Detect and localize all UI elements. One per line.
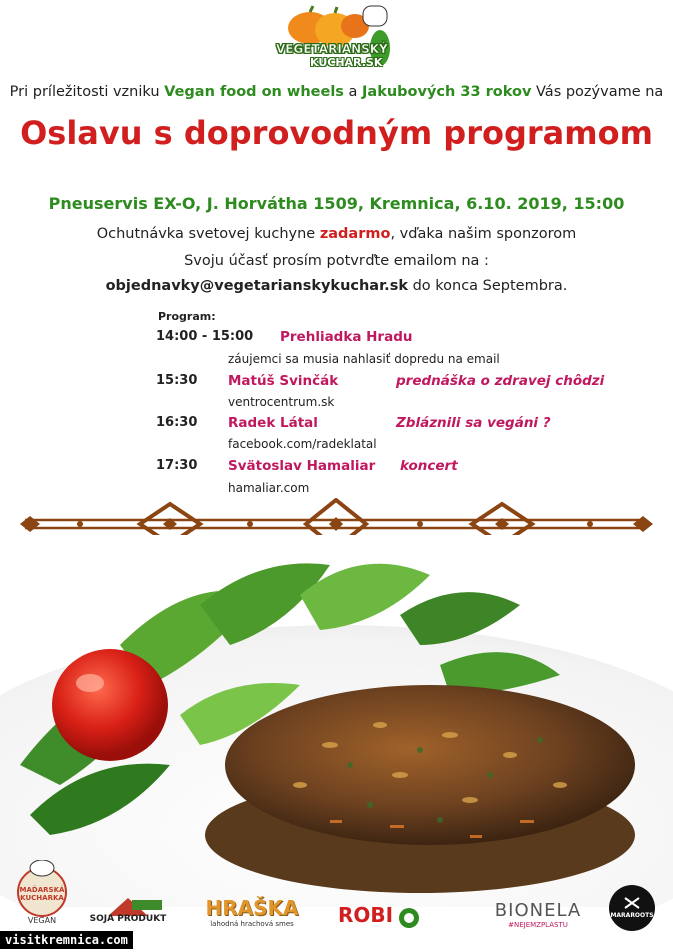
program-heading: Program: bbox=[158, 310, 216, 323]
intro-post: Vás pozývame na bbox=[536, 84, 664, 100]
sponsor-1-line1: MAĎARSKÁ bbox=[19, 886, 65, 894]
event-location: Pneuservis EX-O, J. Horvátha 1509, Kremnica, 6.10. 2019, 15:00 bbox=[48, 194, 625, 213]
tasting-highlight: zadarmo bbox=[319, 226, 391, 242]
sponsor-mararoots bbox=[608, 884, 656, 932]
sponsor-hraska bbox=[204, 896, 300, 928]
sponsor-soja-produkt bbox=[88, 892, 168, 928]
program-note: hamaliar.com bbox=[228, 481, 310, 495]
program-name: Matúš Svinčák bbox=[228, 373, 339, 389]
confirm-email: objednavky@vegetarianskykuchar.sk bbox=[105, 278, 408, 294]
logo-line2: KUCHAR.SK bbox=[310, 56, 383, 69]
site-logo bbox=[270, 2, 405, 72]
confirm-post: do konca Septembra. bbox=[412, 278, 568, 294]
page-title: Oslavu s doprovodným programom bbox=[20, 114, 653, 152]
program-desc: prednáška o zdravej chôdzi bbox=[396, 373, 605, 389]
sponsor-6-label: MARAROOTS bbox=[610, 912, 654, 919]
program-note: záujemci sa musia nahlasiť dopredu na email bbox=[228, 352, 500, 366]
sponsor-1-line2: KUCHARKA bbox=[20, 894, 64, 902]
robi-badge-icon bbox=[398, 907, 420, 929]
sponsor-2-label: SOJA PRODUKT bbox=[89, 914, 167, 924]
sponsor-5-main: BIONELA bbox=[494, 900, 582, 921]
sponsor-bionela bbox=[488, 900, 588, 929]
sponsor-3-main: HRAŠKA bbox=[205, 896, 299, 920]
program-time: 15:30 bbox=[156, 373, 198, 388]
food-photo bbox=[0, 535, 673, 907]
intro-line bbox=[0, 84, 673, 100]
intro-pre: Pri príležitosti vzniku bbox=[9, 84, 160, 100]
program-time: 17:30 bbox=[156, 458, 198, 473]
program-name: Prehliadka Hradu bbox=[280, 329, 413, 345]
program-desc: koncert bbox=[400, 458, 458, 474]
sponsor-4-label: ROBI bbox=[338, 903, 394, 927]
program-note: facebook.com/radeklatal bbox=[228, 437, 377, 451]
program-note: ventrocentrum.sk bbox=[228, 395, 335, 409]
sponsor-madarska-kucharka bbox=[14, 860, 70, 924]
sponsor-5-sub: #NEJEMZPLASTU bbox=[508, 921, 568, 929]
intro-event2: Jakubových 33 rokov bbox=[362, 84, 532, 100]
program-name: Radek Látal bbox=[228, 415, 318, 431]
confirm-line1: Svoju účasť prosím potvrďte emailom na : bbox=[184, 253, 489, 269]
intro-and: a bbox=[348, 84, 358, 100]
tasting-pre: Ochutnávka svetovej kuchyne bbox=[96, 226, 316, 242]
program-time: 14:00 - 15:00 bbox=[156, 329, 254, 344]
sponsor-robi bbox=[338, 903, 438, 929]
tasting-line bbox=[0, 226, 673, 242]
logo-line1: VEGETARIANSKÝ bbox=[276, 42, 388, 56]
program-desc: Zbláznili sa vegáni ? bbox=[396, 415, 551, 431]
tasting-post: , vďaka našim sponzorom bbox=[390, 226, 577, 242]
sponsor-1-line3: VEGAN bbox=[27, 916, 57, 925]
program-name: Svätoslav Hamaliar bbox=[228, 458, 376, 474]
watermark: visitkremnica.com bbox=[0, 931, 133, 949]
intro-event1: Vegan food on wheels bbox=[164, 84, 344, 100]
confirm-line2 bbox=[0, 278, 673, 294]
sponsor-3-sub: lahodná hrachová smes bbox=[210, 920, 294, 928]
program-time: 16:30 bbox=[156, 415, 198, 430]
